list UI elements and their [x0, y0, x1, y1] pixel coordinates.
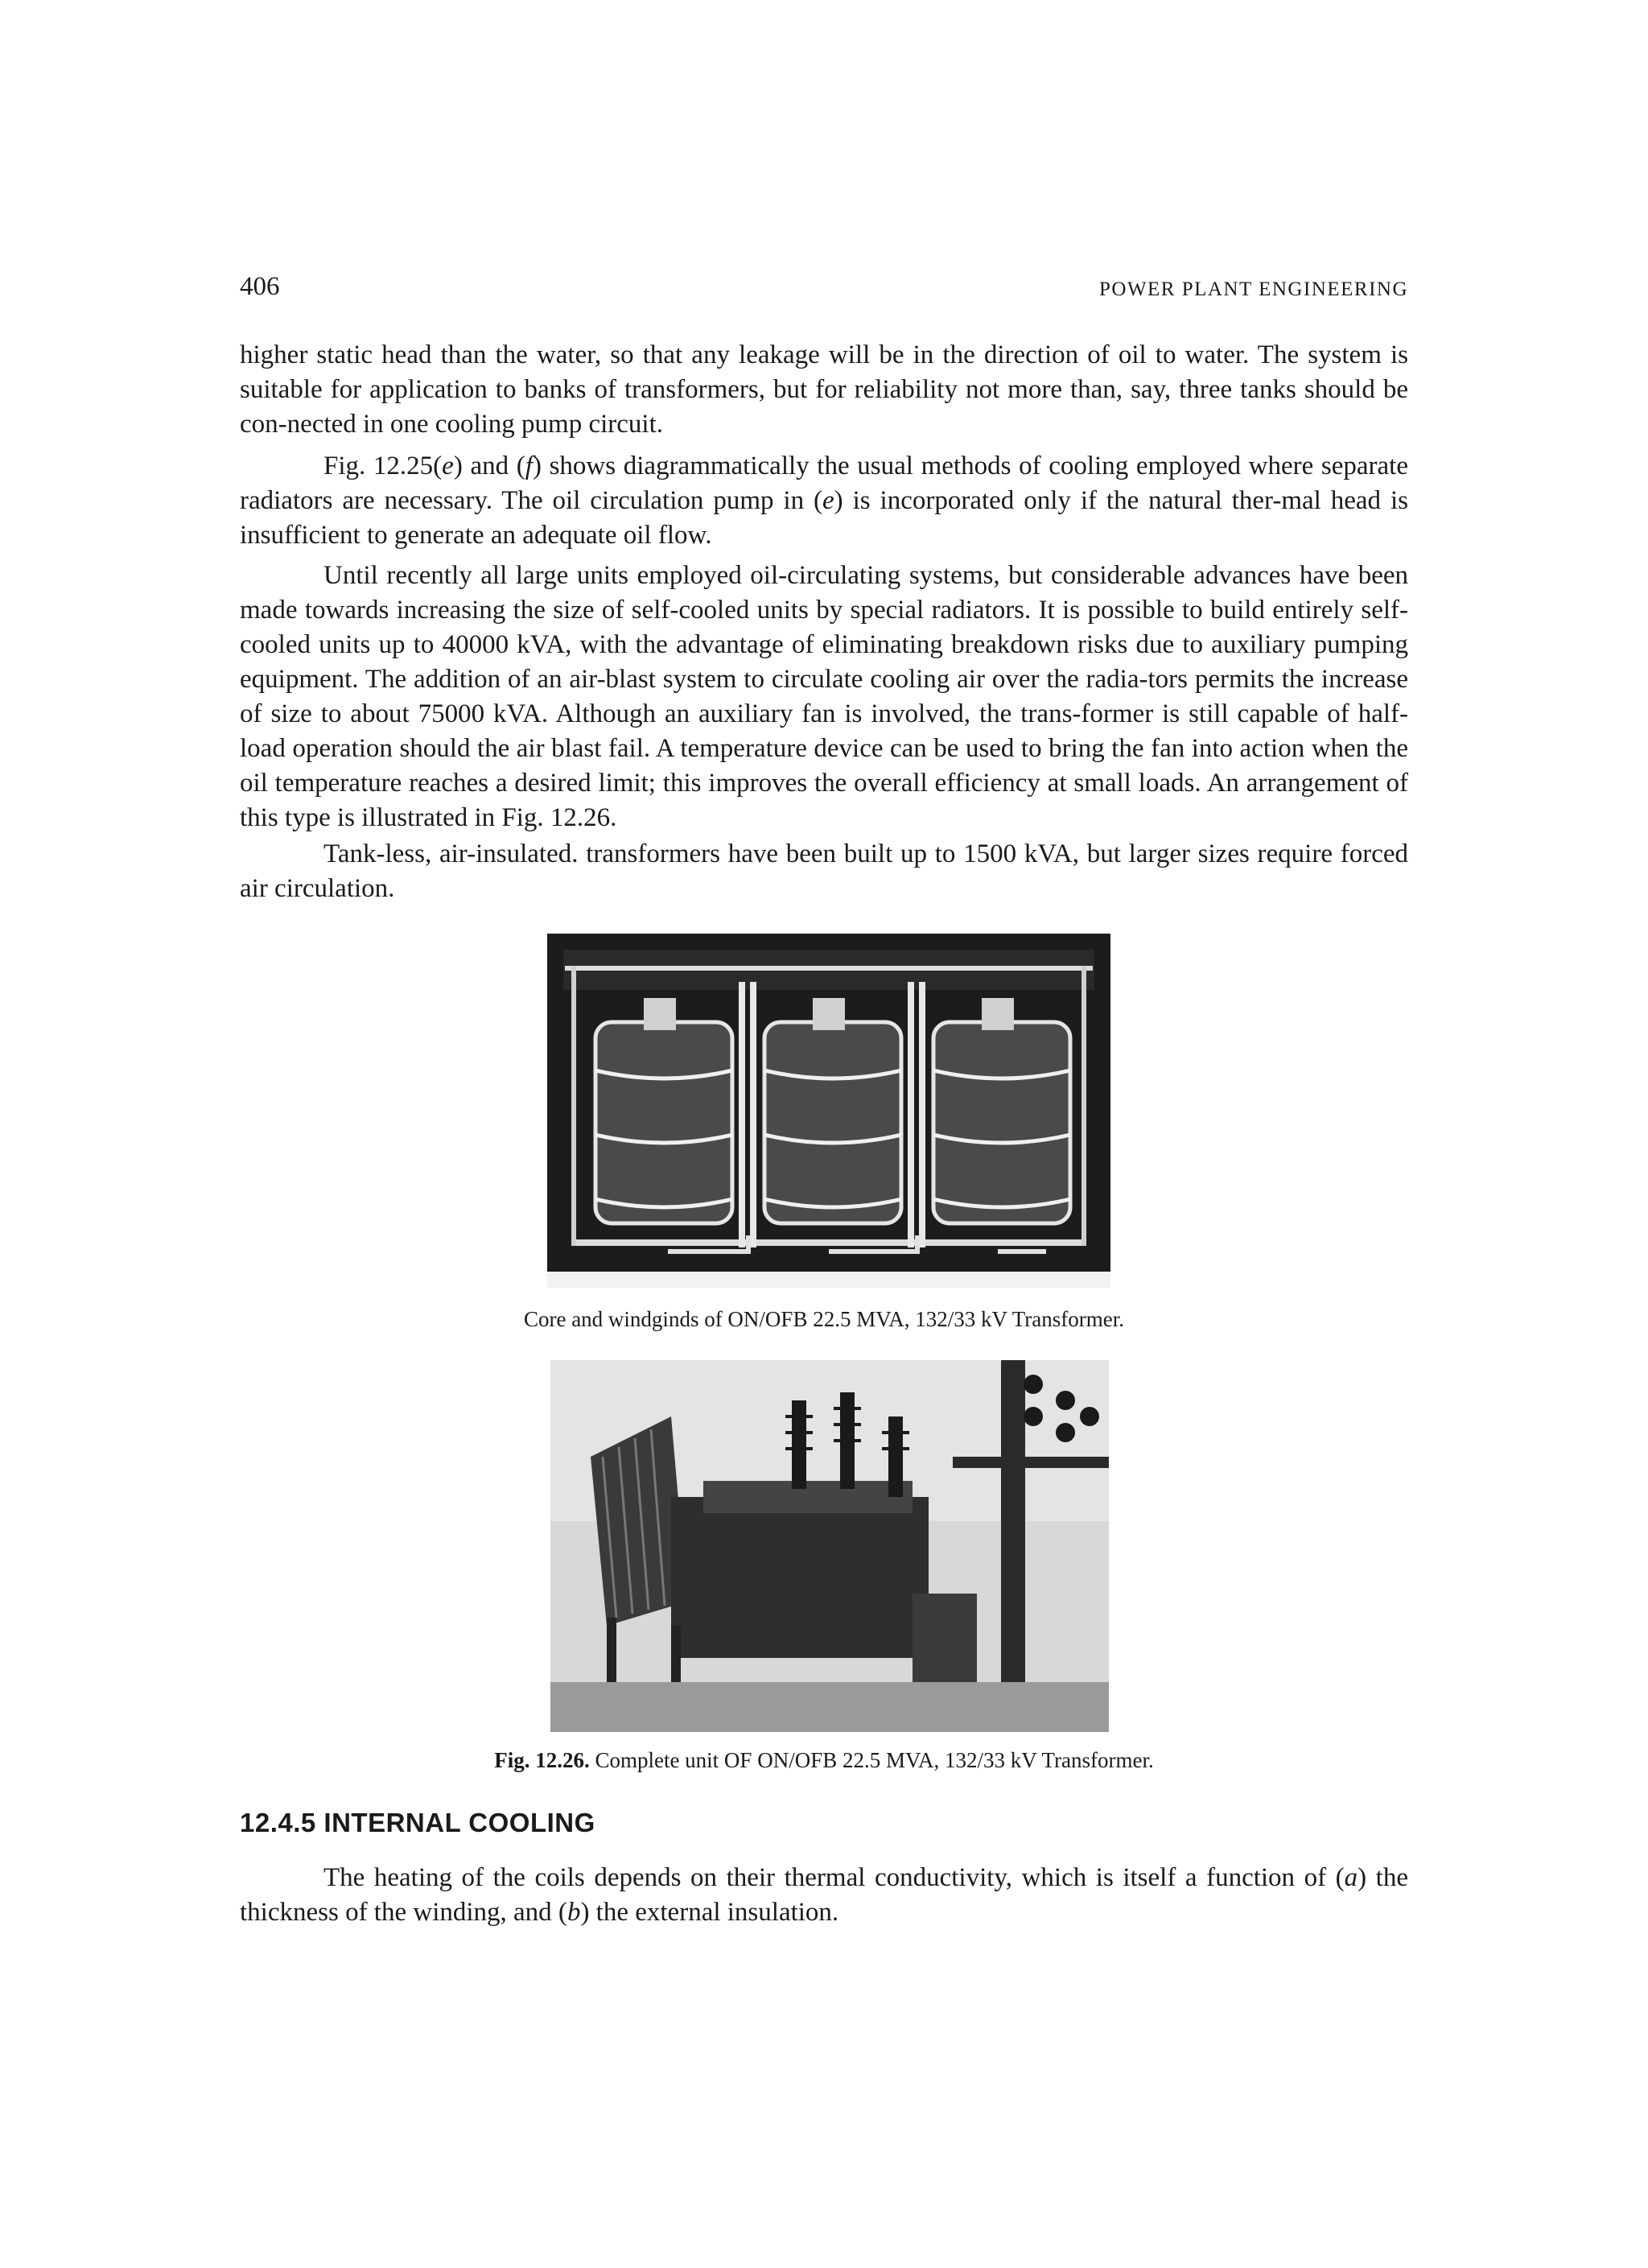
paragraph-tankless-transformers: Tank-less, air-insulated. transformers have been built up to 1500 kVA, but larger sizes require forced air circulation. — [240, 839, 1408, 903]
paragraph-fig-12-25: Fig. 12.25(e) and (f) shows diagrammatically the usual methods of cooling employed where separate radiators are necessary. The oil circulation pump in (e) is incorporated only if the natural ther-mal head is insufficient to generate an adequate oil flow. — [240, 452, 1408, 550]
page-header — [240, 272, 1408, 307]
running-head: POWER PLANT ENGINEERING — [1098, 278, 1408, 300]
figure-caption-text: Complete unit OF ON/OFB 22.5 MVA, 132/33 kV Transformer. — [589, 1748, 1154, 1772]
section-heading: 12.4.5 INTERNAL COOLING — [240, 1808, 595, 1837]
paragraph-continuation: higher static head than the water, so that any leakage will be in the direction of oil to water. The system is suitable for application to banks of transformers, but for reliability not more than, say, three tanks should be con-nected in one cooling pump circuit. — [240, 340, 1408, 439]
paragraph-self-cooled-units: Until recently all large units employed oil-circulating systems, but considerable advances have been made towards increasing the size of self-cooled units by special radiators. It is possible to build entirely self-cooled units up to 40000 kVA, with the advantage of eliminating breakdown risks due to auxiliary pumping equipment. The addition of an air-blast system to circulate cooling air over the radia-tors permits the increase of size to about 75000 kVA. Although an auxiliary fan is involved, the trans-former is still capable of half- load operation should the air blast fail. A temperature device can be used to bring the fan into action when the oil temperature reaches a desired limit; this improves the overall efficiency at small loads. An arrangement of this type is illustrated in Fig. 12.26. — [240, 561, 1408, 832]
figure-caption-core-windings: Core and windginds of ON/OFB 22.5 MVA, 132/33 kV Transformer. — [523, 1307, 1125, 1331]
figure-label: Fig. 12.26. — [494, 1748, 590, 1772]
core-windings-photo — [547, 934, 1110, 1288]
figure-caption-fig-12-26 — [240, 1748, 1408, 1773]
paragraph-internal-cooling: The heating of the coils depends on their thermal conductivity, which is itself a function of (a) the thickness of the winding, and (b) the external insulation. — [240, 1863, 1408, 1927]
page-number: 406 — [240, 272, 280, 301]
complete-transformer-photo — [550, 1360, 1109, 1732]
